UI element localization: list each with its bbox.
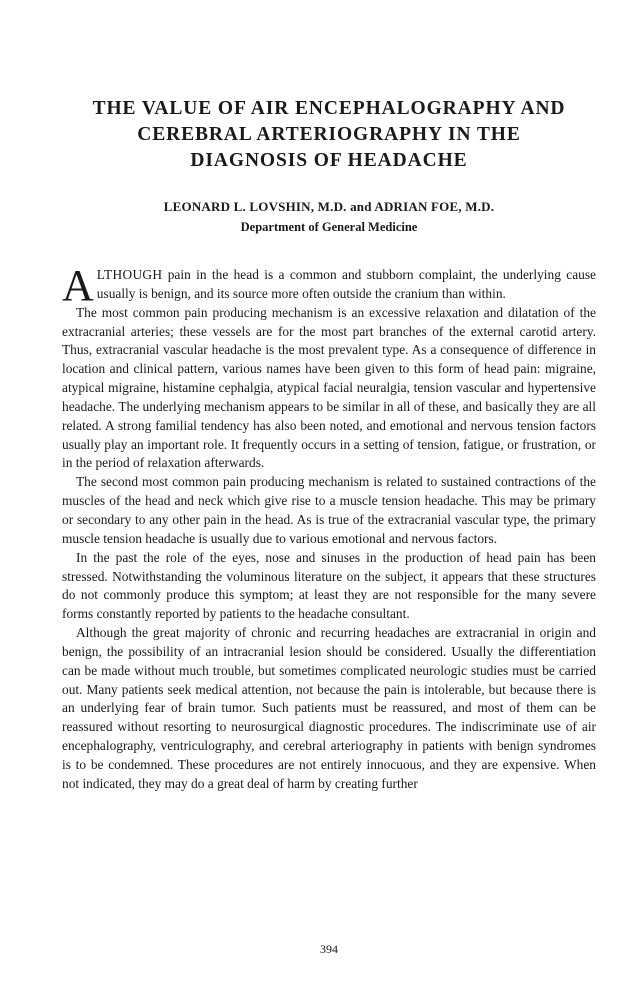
- drop-cap: A: [62, 261, 94, 310]
- lead-word: LTHOUGH: [96, 267, 163, 282]
- paragraph-text: pain in the head is a common and stubborn complaint, the underlying cause usually is benign, and its source more often outside the cranium than within.: [96, 267, 596, 301]
- title-line: CEREBRAL ARTERIOGRAPHY IN THE: [137, 124, 521, 145]
- paragraph: [62, 261, 596, 310]
- paragraph: The most common pain producing mechanism is an excessive relaxation and dilatation of the extracranial arteries; these vessels are for the most part branches of the external carotid artery. Thus, extracranial vascular headache is the most prevalent type. As a consequence of difference in location and clinical pattern, various names have been given to this form of head pain: migraine, atypical migraine, histamine cephalgia, atypical facial neuralgia, tension vascular and hypertensive headache. The underlying mechanism appears to be similar in all of these, and basically they are all related. A strong familial tendency has also been noted, and emotional and nervous tension factors usually play an important role. It frequently occurs in a setting of tension, fatigue, or frustration, or in the period of relaxation afterwards.: [62, 304, 596, 471]
- article-body: [62, 261, 596, 794]
- title-line: THE VALUE OF AIR ENCEPHALOGRAPHY AND: [92, 98, 566, 119]
- article-title: [62, 96, 596, 174]
- paragraph: The second most common pain producing mechanism is related to sustained contractions of the muscles of the head and neck which give rise to a muscle tension headache. This may be primary or secondary to any other pain in the head. As is true of the extracranial vascular type, the primary muscle tension headache is usually due to various emotional and nervous factors.: [62, 474, 596, 546]
- paragraph: Although the great majority of chronic and recurring headaches are extracranial in origin and benign, the possibility of an intracranial lesion should be considered. Usually the differentiation can be made without much trouble, but sometimes complicated neurologic studies must be carried out. Many patients seek medical attention, not because the pain is intolerable, but because there is an underlying fear of brain tumor. Such patients must be reassured, and most of them can be reassured without resorting to neurosurgical diagnostic procedures. The indiscriminate use of air encephalography, ventriculography, and cerebral arteriography in patients with benign syndromes is to be condemned. These procedures are not entirely innocuous, and they are expensive. When not indicated, they may do a great deal of harm by creating further: [62, 625, 596, 791]
- paragraph: In the past the role of the eyes, nose and sinuses in the production of head pain has been stressed. Notwithstanding the voluminous literature on the subject, it appears that these structures do not commonly produce this symptom; at least they are not responsible for the many severe forms constantly reported by patients to the headache consultant.: [62, 549, 596, 622]
- page-number: 394: [320, 942, 338, 956]
- department-line: Department of General Medicine: [240, 220, 418, 234]
- author-line: LEONARD L. LOVSHIN, M.D. and ADRIAN FOE, M.D.: [163, 199, 495, 214]
- title-line: DIAGNOSIS OF HEADACHE: [190, 150, 468, 171]
